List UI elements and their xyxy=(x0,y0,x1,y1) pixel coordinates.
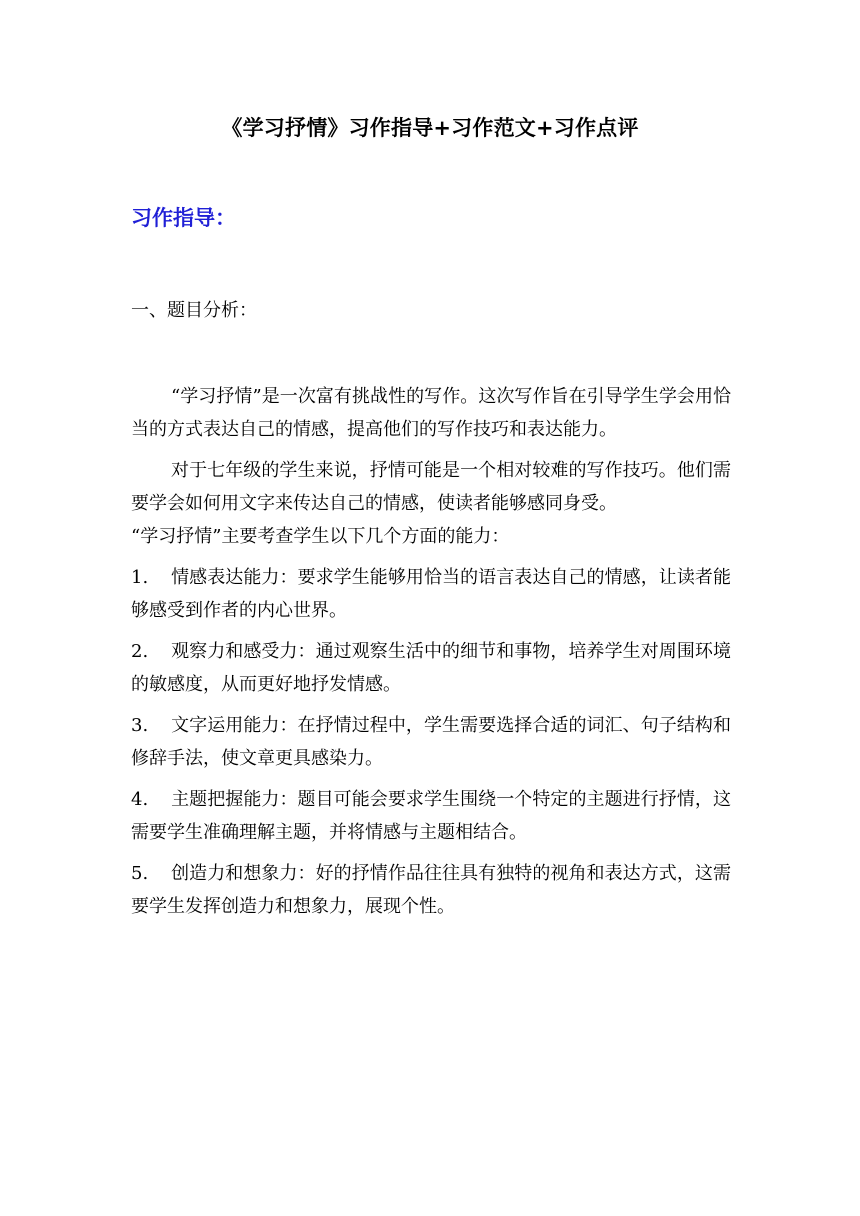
list-item-number: 2. xyxy=(131,641,149,662)
list-item-text: 观察力和感受力：通过观察生活中的细节和事物，培养学生对周围环境的敏感度，从而更好地抒发情感。 xyxy=(131,641,731,695)
list-item xyxy=(131,635,731,701)
list-item-text: 创造力和想象力：好的抒情作品往往具有独特的视角和表达方式，这需要学生发挥创造力和想象力，展现个性。 xyxy=(131,863,731,917)
document-title: 《学习抒情》习作指导+习作范文+习作点评 xyxy=(221,116,639,140)
list-item-number: 3. xyxy=(131,715,149,736)
list-item xyxy=(131,561,731,627)
list-item xyxy=(131,783,731,849)
list-item-text: 情感表达能力：要求学生能够用恰当的语言表达自己的情感，让读者能够感受到作者的内心世界。 xyxy=(131,567,731,621)
list-item-number: 4. xyxy=(131,789,149,810)
paragraph-2: 对于七年级的学生来说，抒情可能是一个相对较难的写作技巧。他们需要学会如何用文字来传达自己的情感，使读者能够感同身受。 xyxy=(131,460,731,514)
list-item xyxy=(131,857,731,923)
section-heading: 习作指导： xyxy=(131,206,236,230)
list-item-number: 1. xyxy=(131,567,149,588)
paragraph-1: “学习抒情”是一次富有挑战性的写作。这次写作旨在引导学生学会用恰当的方式表达自己的情感，提高他们的写作技巧和表达能力。 xyxy=(131,386,731,440)
list-item xyxy=(131,709,731,775)
list-item-text: 主题把握能力：题目可能会要求学生围绕一个特定的主题进行抒情，这需要学生准确理解主题，并将情感与主题相结合。 xyxy=(131,789,731,843)
body-text xyxy=(131,380,731,931)
lead-in-text: “学习抒情”主要考查学生以下几个方面的能力： xyxy=(131,526,510,547)
list-item-text: 文字运用能力：在抒情过程中，学生需要选择合适的词汇、句子结构和修辞手法，使文章更具感染力。 xyxy=(131,715,731,769)
list-item-number: 5. xyxy=(131,863,149,884)
sub-heading: 一、题目分析： xyxy=(131,300,257,321)
